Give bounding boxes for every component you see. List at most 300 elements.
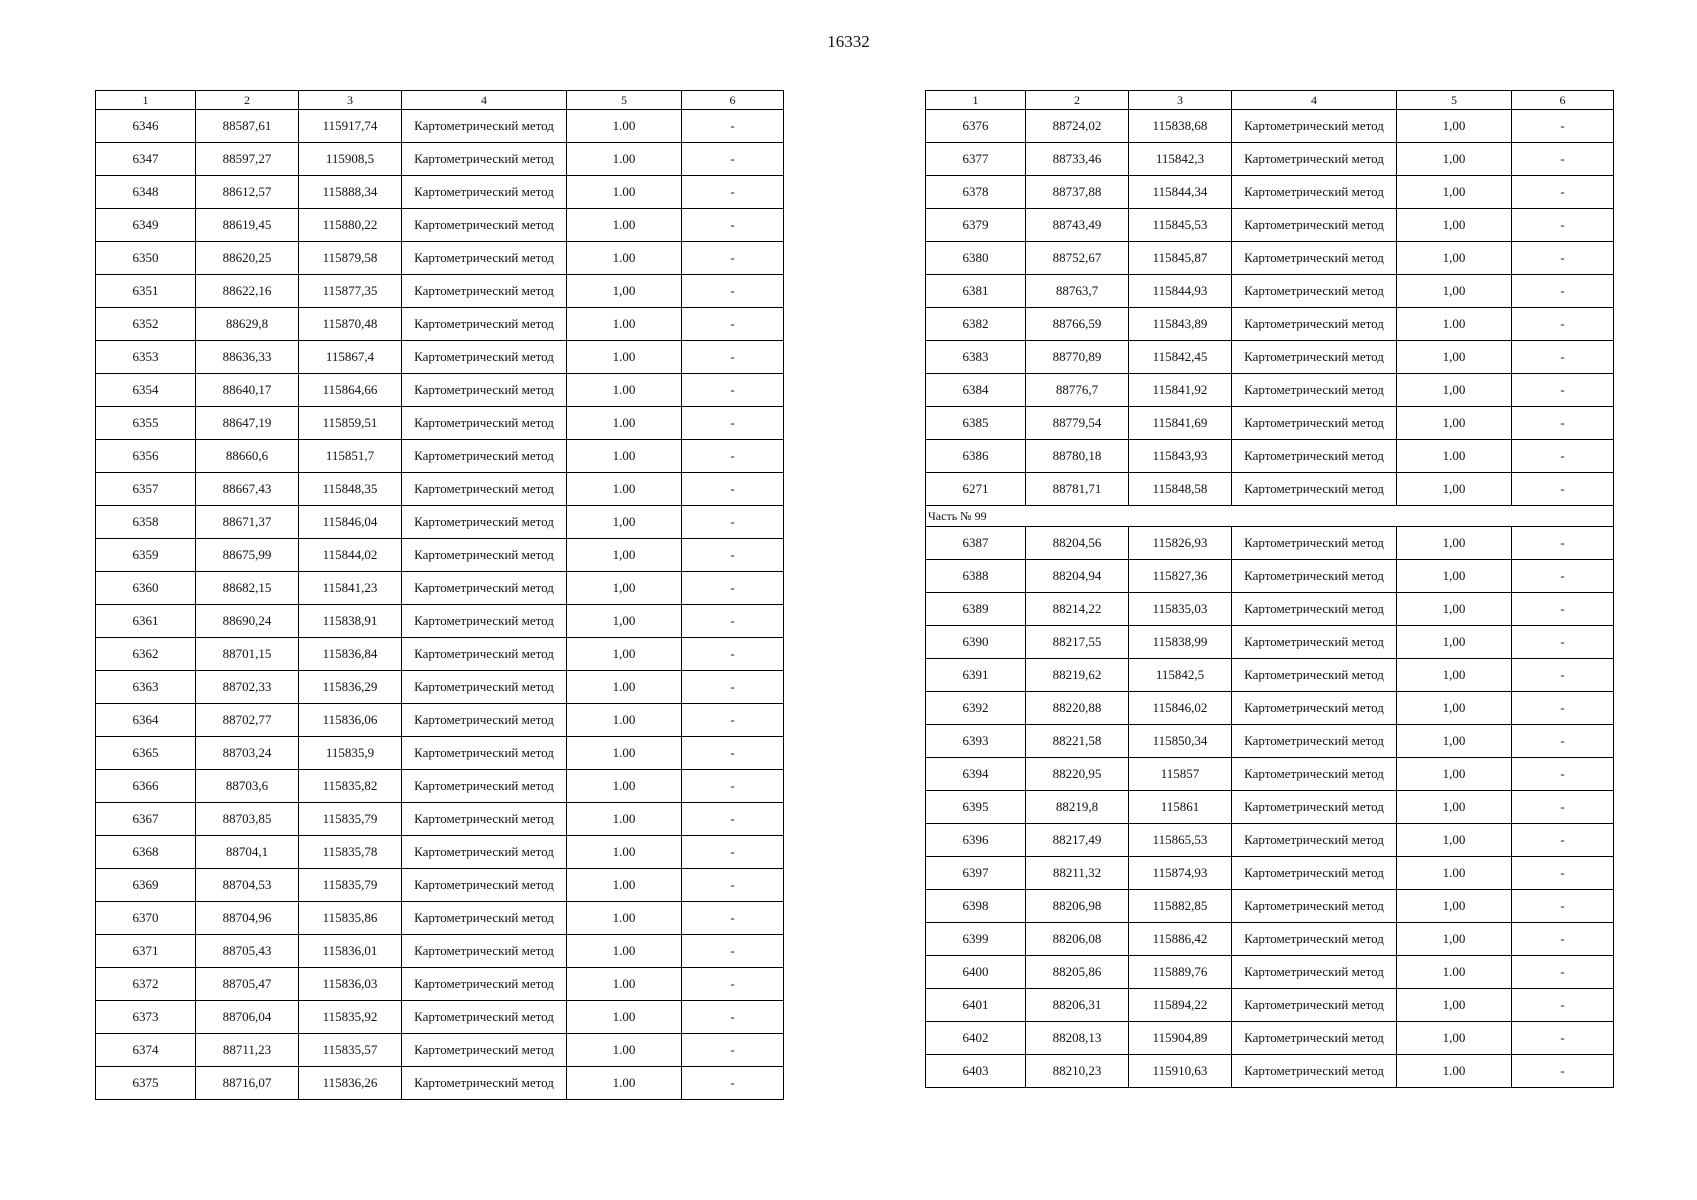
note-cell: - — [682, 374, 784, 407]
method-cell: Картометрический метод — [402, 572, 567, 605]
method-cell: Картометрический метод — [1232, 143, 1397, 176]
method-cell: Картометрический метод — [1232, 824, 1397, 857]
method-cell: Картометрический метод — [402, 407, 567, 440]
y-coordinate-cell: 115845,53 — [1129, 209, 1232, 242]
column-header: 1 — [96, 91, 196, 110]
note-cell: - — [682, 572, 784, 605]
x-coordinate-cell: 88770,89 — [1026, 341, 1129, 374]
table-row — [96, 275, 784, 308]
table-row — [926, 692, 1614, 725]
x-coordinate-cell: 88711,23 — [196, 1034, 299, 1067]
x-coordinate-cell: 88622,16 — [196, 275, 299, 308]
note-cell: - — [682, 869, 784, 902]
x-coordinate-cell: 88724,02 — [1026, 110, 1129, 143]
x-coordinate-cell: 88776,7 — [1026, 374, 1129, 407]
method-cell: Картометрический метод — [402, 770, 567, 803]
note-cell: - — [1512, 407, 1614, 440]
point-number-cell: 6396 — [926, 824, 1026, 857]
method-cell: Картометрический метод — [402, 902, 567, 935]
note-cell: - — [682, 242, 784, 275]
accuracy-cell: 1,00 — [1397, 143, 1512, 176]
column-header: 5 — [1397, 91, 1512, 110]
point-number-cell: 6379 — [926, 209, 1026, 242]
accuracy-cell: 1,00 — [567, 539, 682, 572]
point-number-cell: 6388 — [926, 560, 1026, 593]
note-cell: - — [1512, 242, 1614, 275]
point-number-cell: 6364 — [96, 704, 196, 737]
x-coordinate-cell: 88219,8 — [1026, 791, 1129, 824]
note-cell: - — [682, 968, 784, 1001]
note-cell: - — [1512, 593, 1614, 626]
method-cell: Картометрический метод — [1232, 1055, 1397, 1088]
table-row — [96, 869, 784, 902]
accuracy-cell: 1,00 — [1397, 176, 1512, 209]
y-coordinate-cell: 115835,92 — [299, 1001, 402, 1034]
point-number-cell: 6384 — [926, 374, 1026, 407]
note-cell: - — [682, 308, 784, 341]
y-coordinate-cell: 115842,3 — [1129, 143, 1232, 176]
y-coordinate-cell: 115841,69 — [1129, 407, 1232, 440]
x-coordinate-cell: 88702,77 — [196, 704, 299, 737]
method-cell: Картометрический метод — [402, 605, 567, 638]
table-row — [96, 671, 784, 704]
y-coordinate-cell: 115843,93 — [1129, 440, 1232, 473]
accuracy-cell: 1,00 — [1397, 341, 1512, 374]
table-row — [926, 791, 1614, 824]
point-number-cell: 6400 — [926, 956, 1026, 989]
table-row — [926, 725, 1614, 758]
x-coordinate-cell: 88221,58 — [1026, 725, 1129, 758]
x-coordinate-cell: 88636,33 — [196, 341, 299, 374]
method-cell: Картометрический метод — [402, 209, 567, 242]
column-header: 3 — [299, 91, 402, 110]
note-cell: - — [1512, 923, 1614, 956]
point-number-cell: 6391 — [926, 659, 1026, 692]
point-number-cell: 6367 — [96, 803, 196, 836]
method-cell: Картометрический метод — [1232, 659, 1397, 692]
note-cell: - — [682, 539, 784, 572]
note-cell: - — [1512, 791, 1614, 824]
point-number-cell: 6362 — [96, 638, 196, 671]
y-coordinate-cell: 115851,7 — [299, 440, 402, 473]
point-number-cell: 6352 — [96, 308, 196, 341]
x-coordinate-cell: 88671,37 — [196, 506, 299, 539]
table-body — [926, 110, 1614, 1088]
y-coordinate-cell: 115826,93 — [1129, 527, 1232, 560]
coordinates-table-left — [95, 90, 784, 1100]
accuracy-cell: 1.00 — [567, 770, 682, 803]
accuracy-cell: 1,00 — [567, 506, 682, 539]
method-cell: Картометрический метод — [402, 836, 567, 869]
y-coordinate-cell: 115882,85 — [1129, 890, 1232, 923]
column-header: 4 — [402, 91, 567, 110]
method-cell: Картометрический метод — [1232, 956, 1397, 989]
method-cell: Картометрический метод — [1232, 110, 1397, 143]
table-row — [926, 824, 1614, 857]
y-coordinate-cell: 115838,91 — [299, 605, 402, 638]
accuracy-cell: 1,00 — [1397, 824, 1512, 857]
point-number-cell: 6386 — [926, 440, 1026, 473]
note-cell: - — [1512, 440, 1614, 473]
table-row — [96, 176, 784, 209]
y-coordinate-cell: 115838,99 — [1129, 626, 1232, 659]
point-number-cell: 6349 — [96, 209, 196, 242]
x-coordinate-cell: 88706,04 — [196, 1001, 299, 1034]
table-row — [926, 242, 1614, 275]
note-cell: - — [1512, 890, 1614, 923]
header-row — [926, 91, 1614, 110]
note-cell: - — [1512, 374, 1614, 407]
point-number-cell: 6369 — [96, 869, 196, 902]
table-row — [96, 440, 784, 473]
x-coordinate-cell: 88219,62 — [1026, 659, 1129, 692]
x-coordinate-cell: 88704,53 — [196, 869, 299, 902]
note-cell: - — [682, 1034, 784, 1067]
method-cell: Картометрический метод — [402, 374, 567, 407]
x-coordinate-cell: 88217,49 — [1026, 824, 1129, 857]
note-cell: - — [1512, 209, 1614, 242]
y-coordinate-cell: 115865,53 — [1129, 824, 1232, 857]
method-cell: Картометрический метод — [1232, 725, 1397, 758]
note-cell: - — [682, 1067, 784, 1100]
y-coordinate-cell: 115867,4 — [299, 341, 402, 374]
method-cell: Картометрический метод — [402, 638, 567, 671]
point-number-cell: 6392 — [926, 692, 1026, 725]
note-cell: - — [1512, 473, 1614, 506]
method-cell: Картометрический метод — [402, 869, 567, 902]
method-cell: Картометрический метод — [402, 671, 567, 704]
point-number-cell: 6363 — [96, 671, 196, 704]
y-coordinate-cell: 115870,48 — [299, 308, 402, 341]
note-cell: - — [682, 836, 784, 869]
method-cell: Картометрический метод — [402, 704, 567, 737]
table-row — [96, 968, 784, 1001]
y-coordinate-cell: 115836,03 — [299, 968, 402, 1001]
point-number-cell: 6377 — [926, 143, 1026, 176]
x-coordinate-cell: 88204,94 — [1026, 560, 1129, 593]
y-coordinate-cell: 115835,79 — [299, 869, 402, 902]
method-cell: Картометрический метод — [1232, 593, 1397, 626]
table-row — [926, 890, 1614, 923]
x-coordinate-cell: 88620,25 — [196, 242, 299, 275]
column-header: 4 — [1232, 91, 1397, 110]
accuracy-cell: 1,00 — [1397, 758, 1512, 791]
table-row — [926, 473, 1614, 506]
table-row — [926, 341, 1614, 374]
x-coordinate-cell: 88612,57 — [196, 176, 299, 209]
note-cell: - — [682, 935, 784, 968]
y-coordinate-cell: 115848,35 — [299, 473, 402, 506]
table-row — [96, 1001, 784, 1034]
point-number-cell: 6348 — [96, 176, 196, 209]
method-cell: Картометрический метод — [1232, 923, 1397, 956]
x-coordinate-cell: 88220,95 — [1026, 758, 1129, 791]
y-coordinate-cell: 115908,5 — [299, 143, 402, 176]
column-header: 3 — [1129, 91, 1232, 110]
method-cell: Картометрический метод — [1232, 473, 1397, 506]
x-coordinate-cell: 88704,96 — [196, 902, 299, 935]
y-coordinate-cell: 115838,68 — [1129, 110, 1232, 143]
column-header: 6 — [682, 91, 784, 110]
y-coordinate-cell: 115861 — [1129, 791, 1232, 824]
point-number-cell: 6354 — [96, 374, 196, 407]
accuracy-cell: 1.00 — [567, 1067, 682, 1100]
point-number-cell: 6385 — [926, 407, 1026, 440]
x-coordinate-cell: 88701,15 — [196, 638, 299, 671]
point-number-cell: 6356 — [96, 440, 196, 473]
table-row — [96, 935, 784, 968]
method-cell: Картометрический метод — [1232, 791, 1397, 824]
method-cell: Картометрический метод — [402, 110, 567, 143]
point-number-cell: 6351 — [96, 275, 196, 308]
accuracy-cell: 1.00 — [567, 407, 682, 440]
y-coordinate-cell: 115835,78 — [299, 836, 402, 869]
note-cell: - — [682, 803, 784, 836]
x-coordinate-cell: 88208,13 — [1026, 1022, 1129, 1055]
y-coordinate-cell: 115889,76 — [1129, 956, 1232, 989]
accuracy-cell: 1.00 — [567, 935, 682, 968]
y-coordinate-cell: 115879,58 — [299, 242, 402, 275]
accuracy-cell: 1.00 — [567, 209, 682, 242]
point-number-cell: 6387 — [926, 527, 1026, 560]
note-cell: - — [682, 506, 784, 539]
y-coordinate-cell: 115844,02 — [299, 539, 402, 572]
x-coordinate-cell: 88675,99 — [196, 539, 299, 572]
point-number-cell: 6350 — [96, 242, 196, 275]
note-cell: - — [1512, 110, 1614, 143]
table-row — [926, 527, 1614, 560]
note-cell: - — [682, 176, 784, 209]
table-row — [96, 110, 784, 143]
x-coordinate-cell: 88703,6 — [196, 770, 299, 803]
x-coordinate-cell: 88214,22 — [1026, 593, 1129, 626]
method-cell: Картометрический метод — [402, 1034, 567, 1067]
accuracy-cell: 1,00 — [1397, 659, 1512, 692]
accuracy-cell: 1,00 — [1397, 989, 1512, 1022]
y-coordinate-cell: 115888,34 — [299, 176, 402, 209]
accuracy-cell: 1.00 — [567, 869, 682, 902]
point-number-cell: 6371 — [96, 935, 196, 968]
point-number-cell: 6355 — [96, 407, 196, 440]
method-cell: Картометрический метод — [1232, 242, 1397, 275]
table-row — [926, 560, 1614, 593]
method-cell: Картометрический метод — [1232, 440, 1397, 473]
y-coordinate-cell: 115836,26 — [299, 1067, 402, 1100]
accuracy-cell: 1,00 — [1397, 1022, 1512, 1055]
table-row — [96, 572, 784, 605]
accuracy-cell: 1.00 — [567, 341, 682, 374]
table-row — [926, 1055, 1614, 1088]
method-cell: Картометрический метод — [1232, 560, 1397, 593]
table-row — [926, 308, 1614, 341]
point-number-cell: 6373 — [96, 1001, 196, 1034]
x-coordinate-cell: 88597,27 — [196, 143, 299, 176]
header-row — [96, 91, 784, 110]
note-cell: - — [682, 770, 784, 803]
note-cell: - — [1512, 527, 1614, 560]
point-number-cell: 6346 — [96, 110, 196, 143]
point-number-cell: 6381 — [926, 275, 1026, 308]
table-body — [96, 110, 784, 1100]
x-coordinate-cell: 88766,59 — [1026, 308, 1129, 341]
method-cell: Картометрический метод — [1232, 1022, 1397, 1055]
y-coordinate-cell: 115841,23 — [299, 572, 402, 605]
y-coordinate-cell: 115842,5 — [1129, 659, 1232, 692]
point-number-cell: 6375 — [96, 1067, 196, 1100]
method-cell: Картометрический метод — [1232, 527, 1397, 560]
note-cell: - — [1512, 692, 1614, 725]
method-cell: Картометрический метод — [402, 506, 567, 539]
note-cell: - — [682, 473, 784, 506]
point-number-cell: 6370 — [96, 902, 196, 935]
accuracy-cell: 1,00 — [567, 638, 682, 671]
y-coordinate-cell: 115850,34 — [1129, 725, 1232, 758]
y-coordinate-cell: 115836,01 — [299, 935, 402, 968]
x-coordinate-cell: 88733,46 — [1026, 143, 1129, 176]
point-number-cell: 6360 — [96, 572, 196, 605]
y-coordinate-cell: 115827,36 — [1129, 560, 1232, 593]
table-row — [926, 275, 1614, 308]
y-coordinate-cell: 115857 — [1129, 758, 1232, 791]
table-row — [96, 209, 784, 242]
note-cell: - — [1512, 275, 1614, 308]
note-cell: - — [1512, 560, 1614, 593]
table-row — [926, 110, 1614, 143]
table-row — [96, 803, 784, 836]
table-row — [96, 836, 784, 869]
accuracy-cell: 1.00 — [1397, 956, 1512, 989]
method-cell: Картометрический метод — [402, 143, 567, 176]
table-row — [96, 143, 784, 176]
y-coordinate-cell: 115894,22 — [1129, 989, 1232, 1022]
method-cell: Картометрический метод — [1232, 374, 1397, 407]
point-number-cell: 6361 — [96, 605, 196, 638]
point-number-cell: 6359 — [96, 539, 196, 572]
table-row — [926, 659, 1614, 692]
method-cell: Картометрический метод — [1232, 857, 1397, 890]
point-number-cell: 6378 — [926, 176, 1026, 209]
accuracy-cell: 1.00 — [1397, 308, 1512, 341]
table-row — [96, 1034, 784, 1067]
note-cell: - — [682, 605, 784, 638]
x-coordinate-cell: 88763,7 — [1026, 275, 1129, 308]
method-cell: Картометрический метод — [402, 176, 567, 209]
y-coordinate-cell: 115846,02 — [1129, 692, 1232, 725]
point-number-cell: 6394 — [926, 758, 1026, 791]
x-coordinate-cell: 88587,61 — [196, 110, 299, 143]
table-row — [96, 341, 784, 374]
note-cell: - — [682, 110, 784, 143]
y-coordinate-cell: 115848,58 — [1129, 473, 1232, 506]
method-cell: Картометрический метод — [402, 341, 567, 374]
y-coordinate-cell: 115835,03 — [1129, 593, 1232, 626]
y-coordinate-cell: 115835,82 — [299, 770, 402, 803]
x-coordinate-cell: 88703,24 — [196, 737, 299, 770]
x-coordinate-cell: 88705,43 — [196, 935, 299, 968]
point-number-cell: 6393 — [926, 725, 1026, 758]
accuracy-cell: 1,00 — [1397, 242, 1512, 275]
page-number: 16332 — [827, 32, 870, 51]
table-row — [96, 242, 784, 275]
method-cell: Картометрический метод — [1232, 176, 1397, 209]
method-cell: Картометрический метод — [402, 242, 567, 275]
accuracy-cell: 1,00 — [1397, 593, 1512, 626]
note-cell: - — [1512, 176, 1614, 209]
x-coordinate-cell: 88667,43 — [196, 473, 299, 506]
table-row — [926, 407, 1614, 440]
note-cell: - — [1512, 956, 1614, 989]
point-number-cell: 6390 — [926, 626, 1026, 659]
method-cell: Картометрический метод — [402, 440, 567, 473]
method-cell: Картометрический метод — [402, 737, 567, 770]
point-number-cell: 6271 — [926, 473, 1026, 506]
x-coordinate-cell: 88220,88 — [1026, 692, 1129, 725]
x-coordinate-cell: 88704,1 — [196, 836, 299, 869]
table-row — [96, 605, 784, 638]
point-number-cell: 6368 — [96, 836, 196, 869]
accuracy-cell: 1.00 — [567, 803, 682, 836]
accuracy-cell: 1,00 — [1397, 626, 1512, 659]
table-row — [926, 956, 1614, 989]
method-cell: Картометрический метод — [1232, 209, 1397, 242]
table-row — [926, 857, 1614, 890]
table-row — [96, 1067, 784, 1100]
method-cell: Картометрический метод — [402, 308, 567, 341]
accuracy-cell: 1,00 — [567, 572, 682, 605]
table-row — [926, 374, 1614, 407]
method-cell: Картометрический метод — [402, 539, 567, 572]
table-header — [96, 91, 784, 110]
y-coordinate-cell: 115836,06 — [299, 704, 402, 737]
accuracy-cell: 1,00 — [1397, 791, 1512, 824]
accuracy-cell: 1.00 — [567, 836, 682, 869]
note-cell: - — [682, 275, 784, 308]
point-number-cell: 6383 — [926, 341, 1026, 374]
point-number-cell: 6353 — [96, 341, 196, 374]
note-cell: - — [1512, 659, 1614, 692]
y-coordinate-cell: 115835,79 — [299, 803, 402, 836]
x-coordinate-cell: 88781,71 — [1026, 473, 1129, 506]
note-cell: - — [1512, 824, 1614, 857]
x-coordinate-cell: 88682,15 — [196, 572, 299, 605]
section-label: Часть № 99 — [926, 506, 1614, 527]
x-coordinate-cell: 88716,07 — [196, 1067, 299, 1100]
point-number-cell: 6366 — [96, 770, 196, 803]
accuracy-cell: 1,00 — [567, 275, 682, 308]
point-number-cell: 6376 — [926, 110, 1026, 143]
y-coordinate-cell: 115842,45 — [1129, 341, 1232, 374]
table-row — [96, 902, 784, 935]
y-coordinate-cell: 115874,93 — [1129, 857, 1232, 890]
point-number-cell: 6402 — [926, 1022, 1026, 1055]
accuracy-cell: 1,00 — [1397, 923, 1512, 956]
accuracy-cell: 1,00 — [1397, 275, 1512, 308]
column-header: 5 — [567, 91, 682, 110]
accuracy-cell: 1,00 — [1397, 560, 1512, 593]
table-row — [926, 1022, 1614, 1055]
point-number-cell: 6347 — [96, 143, 196, 176]
x-coordinate-cell: 88204,56 — [1026, 527, 1129, 560]
table-row — [926, 143, 1614, 176]
y-coordinate-cell: 115917,74 — [299, 110, 402, 143]
table-row — [926, 209, 1614, 242]
y-coordinate-cell: 115835,57 — [299, 1034, 402, 1067]
y-coordinate-cell: 115843,89 — [1129, 308, 1232, 341]
method-cell: Картометрический метод — [402, 1067, 567, 1100]
table-row — [96, 506, 784, 539]
y-coordinate-cell: 115844,34 — [1129, 176, 1232, 209]
note-cell: - — [1512, 857, 1614, 890]
